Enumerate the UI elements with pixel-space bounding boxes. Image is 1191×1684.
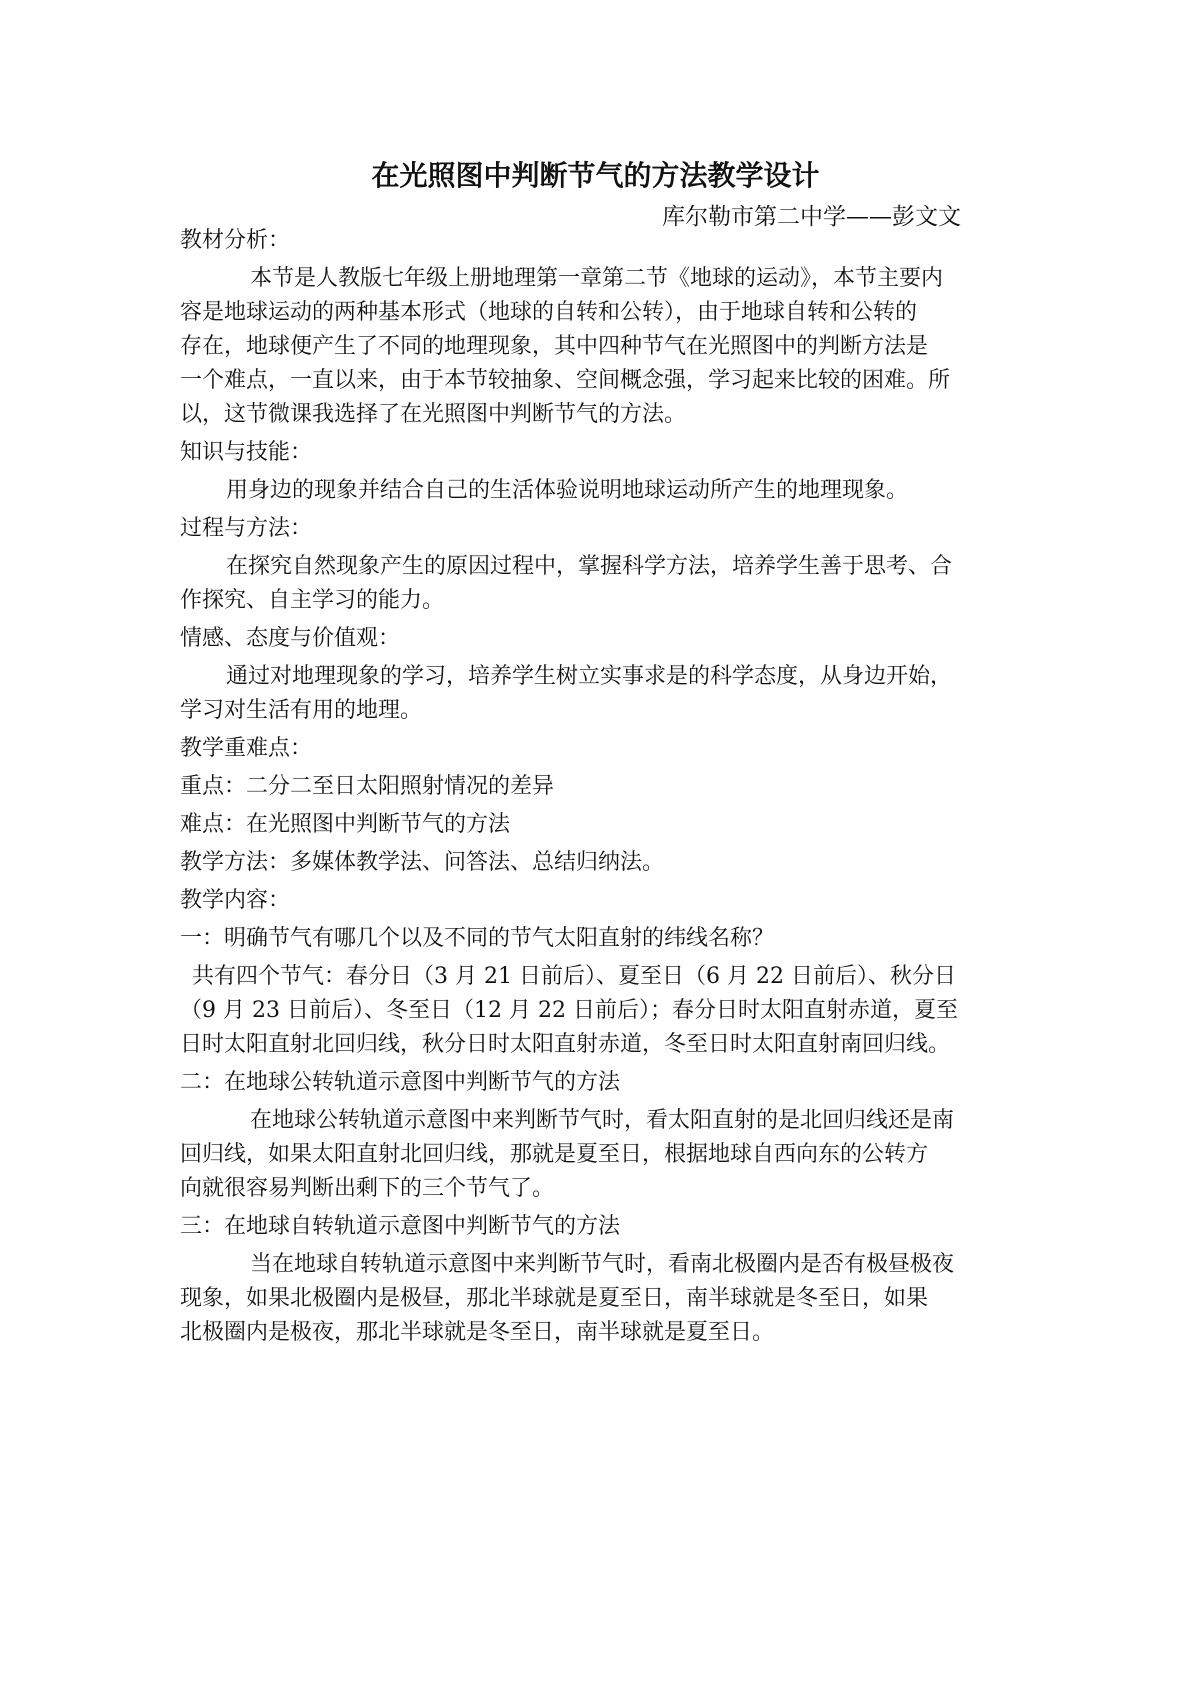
paragraph-line: 作探究、自主学习的能力。	[180, 588, 445, 613]
paragraph-line: 向就很容易判断出剩下的三个节气了。	[180, 1176, 555, 1201]
section-heading-textbook-analysis: 教材分析：	[180, 228, 291, 253]
section-heading-knowledge-skills: 知识与技能：	[180, 440, 313, 465]
paragraph-line: 在探究自然现象产生的原因过程中，掌握科学方法，培养学生善于思考、合	[226, 554, 953, 579]
part-three-heading: 三：在地球自转轨道示意图中判断节气的方法	[180, 1214, 621, 1239]
paragraph-line: 现象，如果北极圈内是极昼，那北半球就是夏至日，南半球就是冬至日，如果	[180, 1286, 929, 1311]
section-heading-key-difficult-points: 教学重难点：	[180, 736, 313, 761]
section-heading-teaching-content: 教学内容：	[180, 888, 291, 913]
part-two-heading: 二：在地球公转轨道示意图中判断节气的方法	[180, 1070, 621, 1095]
author-line: 库尔勒市第二中学——彭文文	[662, 204, 961, 230]
document-title: 在光照图中判断节气的方法教学设计	[371, 159, 820, 192]
paragraph-line: 通过对地理现象的学习，培养学生树立实事求是的科学态度，从身边开始，	[226, 664, 953, 689]
paragraph-line: 回归线，如果太阳直射北回归线，那就是夏至日，根据地球自西向东的公转方	[180, 1142, 929, 1167]
section-heading-process-methods: 过程与方法：	[180, 516, 313, 541]
paragraph-line: 容是地球运动的两种基本形式（地球的自转和公转），由于地球自转和公转的	[180, 300, 918, 325]
key-point-line: 重点：二分二至日太阳照射情况的差异	[180, 774, 555, 799]
paragraph-line: （9 月 23 日前后）、冬至日（12 月 22 日前后）；春分日时太阳直射赤道，夏至	[180, 998, 958, 1023]
part-one-heading: 一：明确节气有哪几个以及不同的节气太阳直射的纬线名称？	[180, 926, 775, 951]
difficult-point-line: 难点：在光照图中判断节气的方法	[180, 812, 511, 837]
paragraph-line: 以，这节微课我选择了在光照图中判断节气的方法。	[180, 402, 687, 427]
paragraph-line: 一个难点，一直以来，由于本节较抽象、空间概念强，学习起来比较的困难。所	[180, 368, 951, 393]
teaching-method-line: 教学方法：多媒体教学法、问答法、总结归纳法。	[180, 850, 665, 875]
paragraph-line: 用身边的现象并结合自己的生活体验说明地球运动所产生的地理现象。	[226, 478, 909, 503]
paragraph-line: 日时太阳直射北回归线，秋分日时太阳直射赤道，冬至日时太阳直射南回归线。	[180, 1032, 951, 1057]
paragraph-line: 北极圈内是极夜，那北半球就是冬至日，南半球就是夏至日。	[180, 1320, 775, 1345]
paragraph-line: 本节是人教版七年级上册地理第一章第二节《地球的运动》，本节主要内	[250, 266, 944, 291]
paragraph-line: 学习对生活有用的地理。	[180, 698, 423, 723]
paragraph-line: 存在，地球便产生了不同的地理现象，其中四种节气在光照图中的判断方法是	[180, 334, 929, 359]
section-heading-emotions-values: 情感、态度与价值观：	[180, 626, 401, 651]
paragraph-line: 共有四个节气：春分日（3 月 21 日前后）、夏至日（6 月 22 日前后）、秋分日	[192, 964, 956, 989]
paragraph-line: 当在地球自转轨道示意图中来判断节气时，看南北极圈内是否有极昼极夜	[250, 1252, 955, 1277]
paragraph-line: 在地球公转轨道示意图中来判断节气时，看太阳直射的是北回归线还是南	[250, 1108, 955, 1133]
